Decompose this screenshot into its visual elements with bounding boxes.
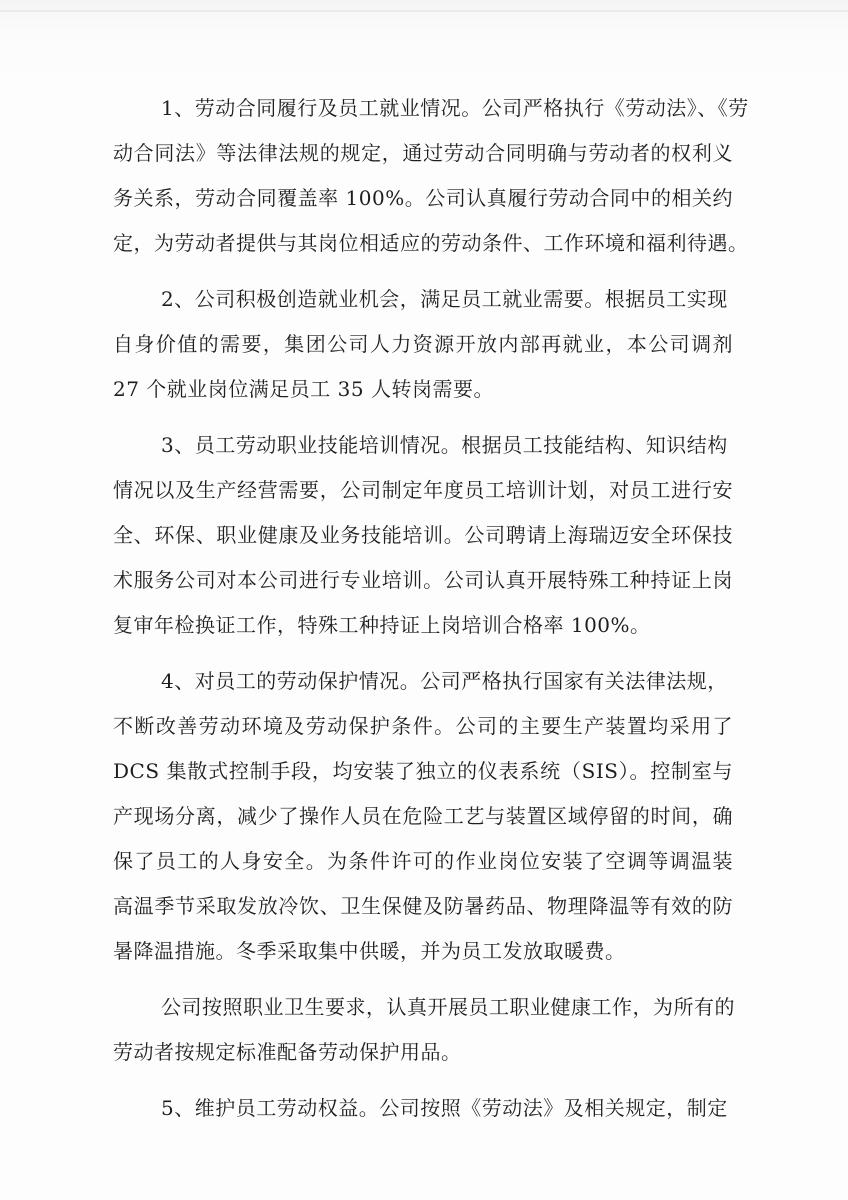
text-line: 公司按照职业卫生要求，认真开展员工职业健康工作，为所有的 (161, 995, 735, 1019)
text-line: 劳动者按规定标准配备劳动保护用品。 (113, 1040, 462, 1064)
text-line: 术服务公司对本公司进行专业培训。公司认真开展特殊工种持证上岗 (113, 568, 733, 592)
text-line: 定，为劳动者提供与其岗位相适应的劳动条件、工作环境和福利待遇。 (113, 231, 749, 255)
text-line: 务关系，劳动合同覆盖率 100%。公司认真履行劳动合同中的相关约 (113, 186, 733, 210)
text-line: 暑降温措施。冬季采取集中供暖，并为员工发放取暖费。 (113, 939, 626, 963)
paragraph-occupational-health (113, 985, 733, 1075)
text-line: 5、维护员工劳动权益。公司按照《劳动法》及相关规定，制定 (161, 1096, 728, 1120)
paragraph-labor-contract (113, 86, 749, 266)
paragraph-labor-rights (113, 1086, 733, 1131)
text-line: 动合同法》等法律法规的规定，通过劳动合同明确与劳动者的权利义 (113, 141, 733, 165)
text-line: DCS 集散式控制手段，均安装了独立的仪表系统（SIS）。控制室与 (113, 759, 733, 783)
text-line: 全、环保、职业健康及业务技能培训。公司聘请上海瑞迈安全环保技 (113, 523, 733, 547)
text-line: 3、员工劳动职业技能培训情况。根据员工技能结构、知识结构 (161, 433, 728, 457)
text-line: 产现场分离，减少了操作人员在危险工艺与装置区域停留的时间，确 (113, 804, 733, 828)
paragraph-training (113, 423, 733, 648)
text-line: 2、公司积极创造就业机会，满足员工就业需要。根据员工实现 (161, 287, 728, 311)
paragraph-labor-protection (113, 659, 733, 974)
text-line: 1、劳动合同履行及员工就业情况。公司严格执行《劳动法》、《劳 (161, 96, 749, 120)
text-line: 复审年检换证工作，特殊工种持证上岗培训合格率 100%。 (113, 613, 651, 637)
text-line: 自身价值的需要，集团公司人力资源开放内部再就业，本公司调剂 (113, 332, 733, 356)
scan-edge-shadow (0, 10, 848, 12)
text-line: 27 个就业岗位满足员工 35 人转岗需要。 (113, 377, 494, 401)
text-line: 高温季节采取发放冷饮、卫生保健及防暑药品、物理降温等有效的防 (113, 894, 733, 918)
text-line: 不断改善劳动环境及劳动保护条件。公司的主要生产装置均采用了 (113, 714, 733, 738)
text-line: 情况以及生产经营需要，公司制定年度员工培训计划，对员工进行安 (113, 478, 733, 502)
text-line: 保了员工的人身安全。为条件许可的作业岗位安装了空调等调温装 (113, 849, 733, 873)
document-body (113, 86, 749, 1131)
paragraph-employment (113, 277, 733, 412)
text-line: 4、对员工的劳动保护情况。公司严格执行国家有关法律法规， (161, 669, 728, 693)
